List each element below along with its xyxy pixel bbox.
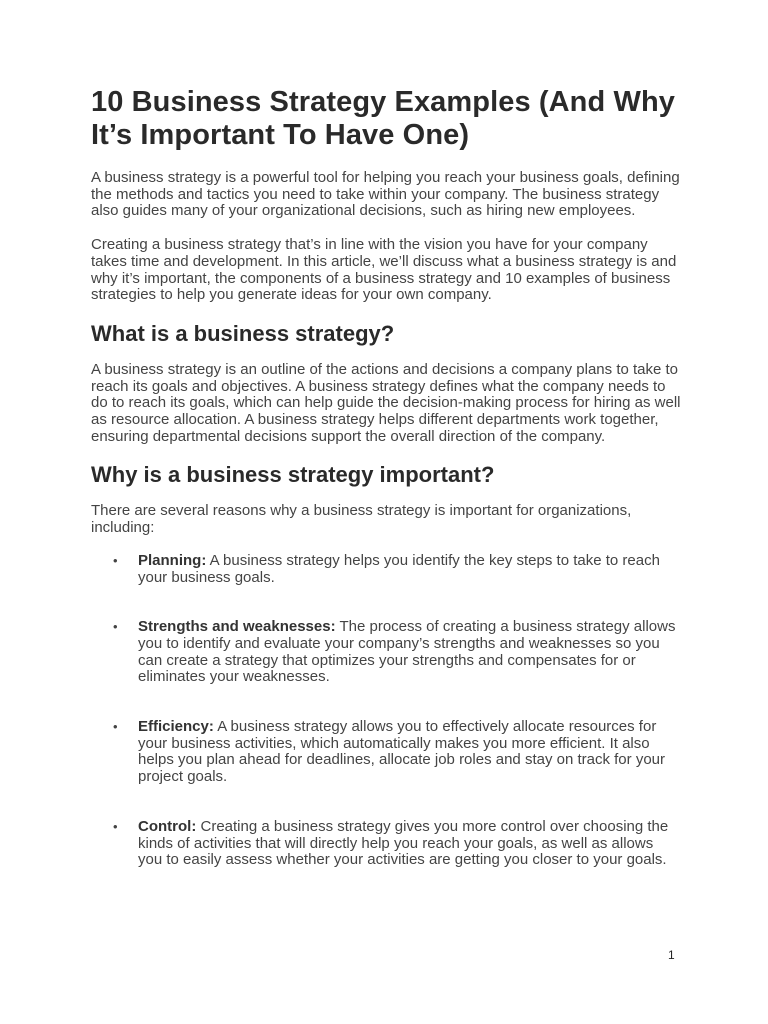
bullet-icon: • <box>113 818 118 834</box>
list-item-term: Planning: <box>138 551 207 569</box>
list-item-control <box>91 819 681 869</box>
section-heading-what: What is a business strategy? <box>91 320 395 346</box>
bullet-icon: • <box>113 719 118 735</box>
bullet-icon: • <box>113 619 118 635</box>
section-what-body: A business strategy is an outline of the actions and decisions a company plans to take to reach its goals and objectives. A business strategy defines what the company needs to do to reach its goals, which can help guide the decision-making process for hiring as well as resource allocation. A business strategy helps different departments work together, ensuring departmental decisions support the overall direction of the company. <box>91 360 681 445</box>
list-item-term: Strengths and weaknesses: <box>138 618 336 636</box>
list-item-text: The process of creating a business strategy allows you to identify and evaluate your company’s strengths and weaknesses so you can create a strategy that optimizes your strengths and compensates for or eliminates your weaknesses. <box>138 618 676 686</box>
section-heading-why: Why is a business strategy important? <box>91 462 495 488</box>
page-number: 1 <box>668 948 675 962</box>
list-item-efficiency <box>91 719 681 786</box>
document-title: 10 Business Strategy Examples (And Why It’s Important To Have One) <box>91 86 675 151</box>
list-item-text: Creating a business strategy gives you more control over choosing the kinds of activities that will directly help you reach your goals, as well as allows you to easily assess whether your activities are getting you closer to your goals. <box>138 817 669 869</box>
section-why-intro: There are several reasons why a business strategy is important for organizations, including: <box>91 502 632 537</box>
bullet-icon: • <box>113 552 118 568</box>
list-item-planning <box>91 553 681 586</box>
reasons-list <box>91 553 681 869</box>
list-item-text: A business strategy helps you identify the key steps to take to reach your business goals. <box>138 551 660 586</box>
list-item-term: Efficiency: <box>138 718 214 736</box>
intro-paragraph-2: Creating a business strategy that’s in line with the vision you have for your company takes time and development. In this article, we’ll discuss what a business strategy is and why it’s important, the components of a business strategy and 10 examples of business strategies to help you generate ideas for your own company. <box>91 236 677 304</box>
intro-paragraph-1: A business strategy is a powerful tool for helping you reach your business goals, defining the methods and tactics you need to take within your company. The business strategy also guides many of your organizational decisions, such as hiring new employees. <box>91 169 680 220</box>
list-item-term: Control: <box>138 817 197 835</box>
list-item-strengths <box>91 619 681 686</box>
list-item-text: A business strategy allows you to effectively allocate resources for your business activities, which automatically makes you more efficient. It also helps you plan ahead for deadlines, allocate job roles and stay on track for your project goals. <box>138 718 665 786</box>
document-page <box>91 86 681 902</box>
